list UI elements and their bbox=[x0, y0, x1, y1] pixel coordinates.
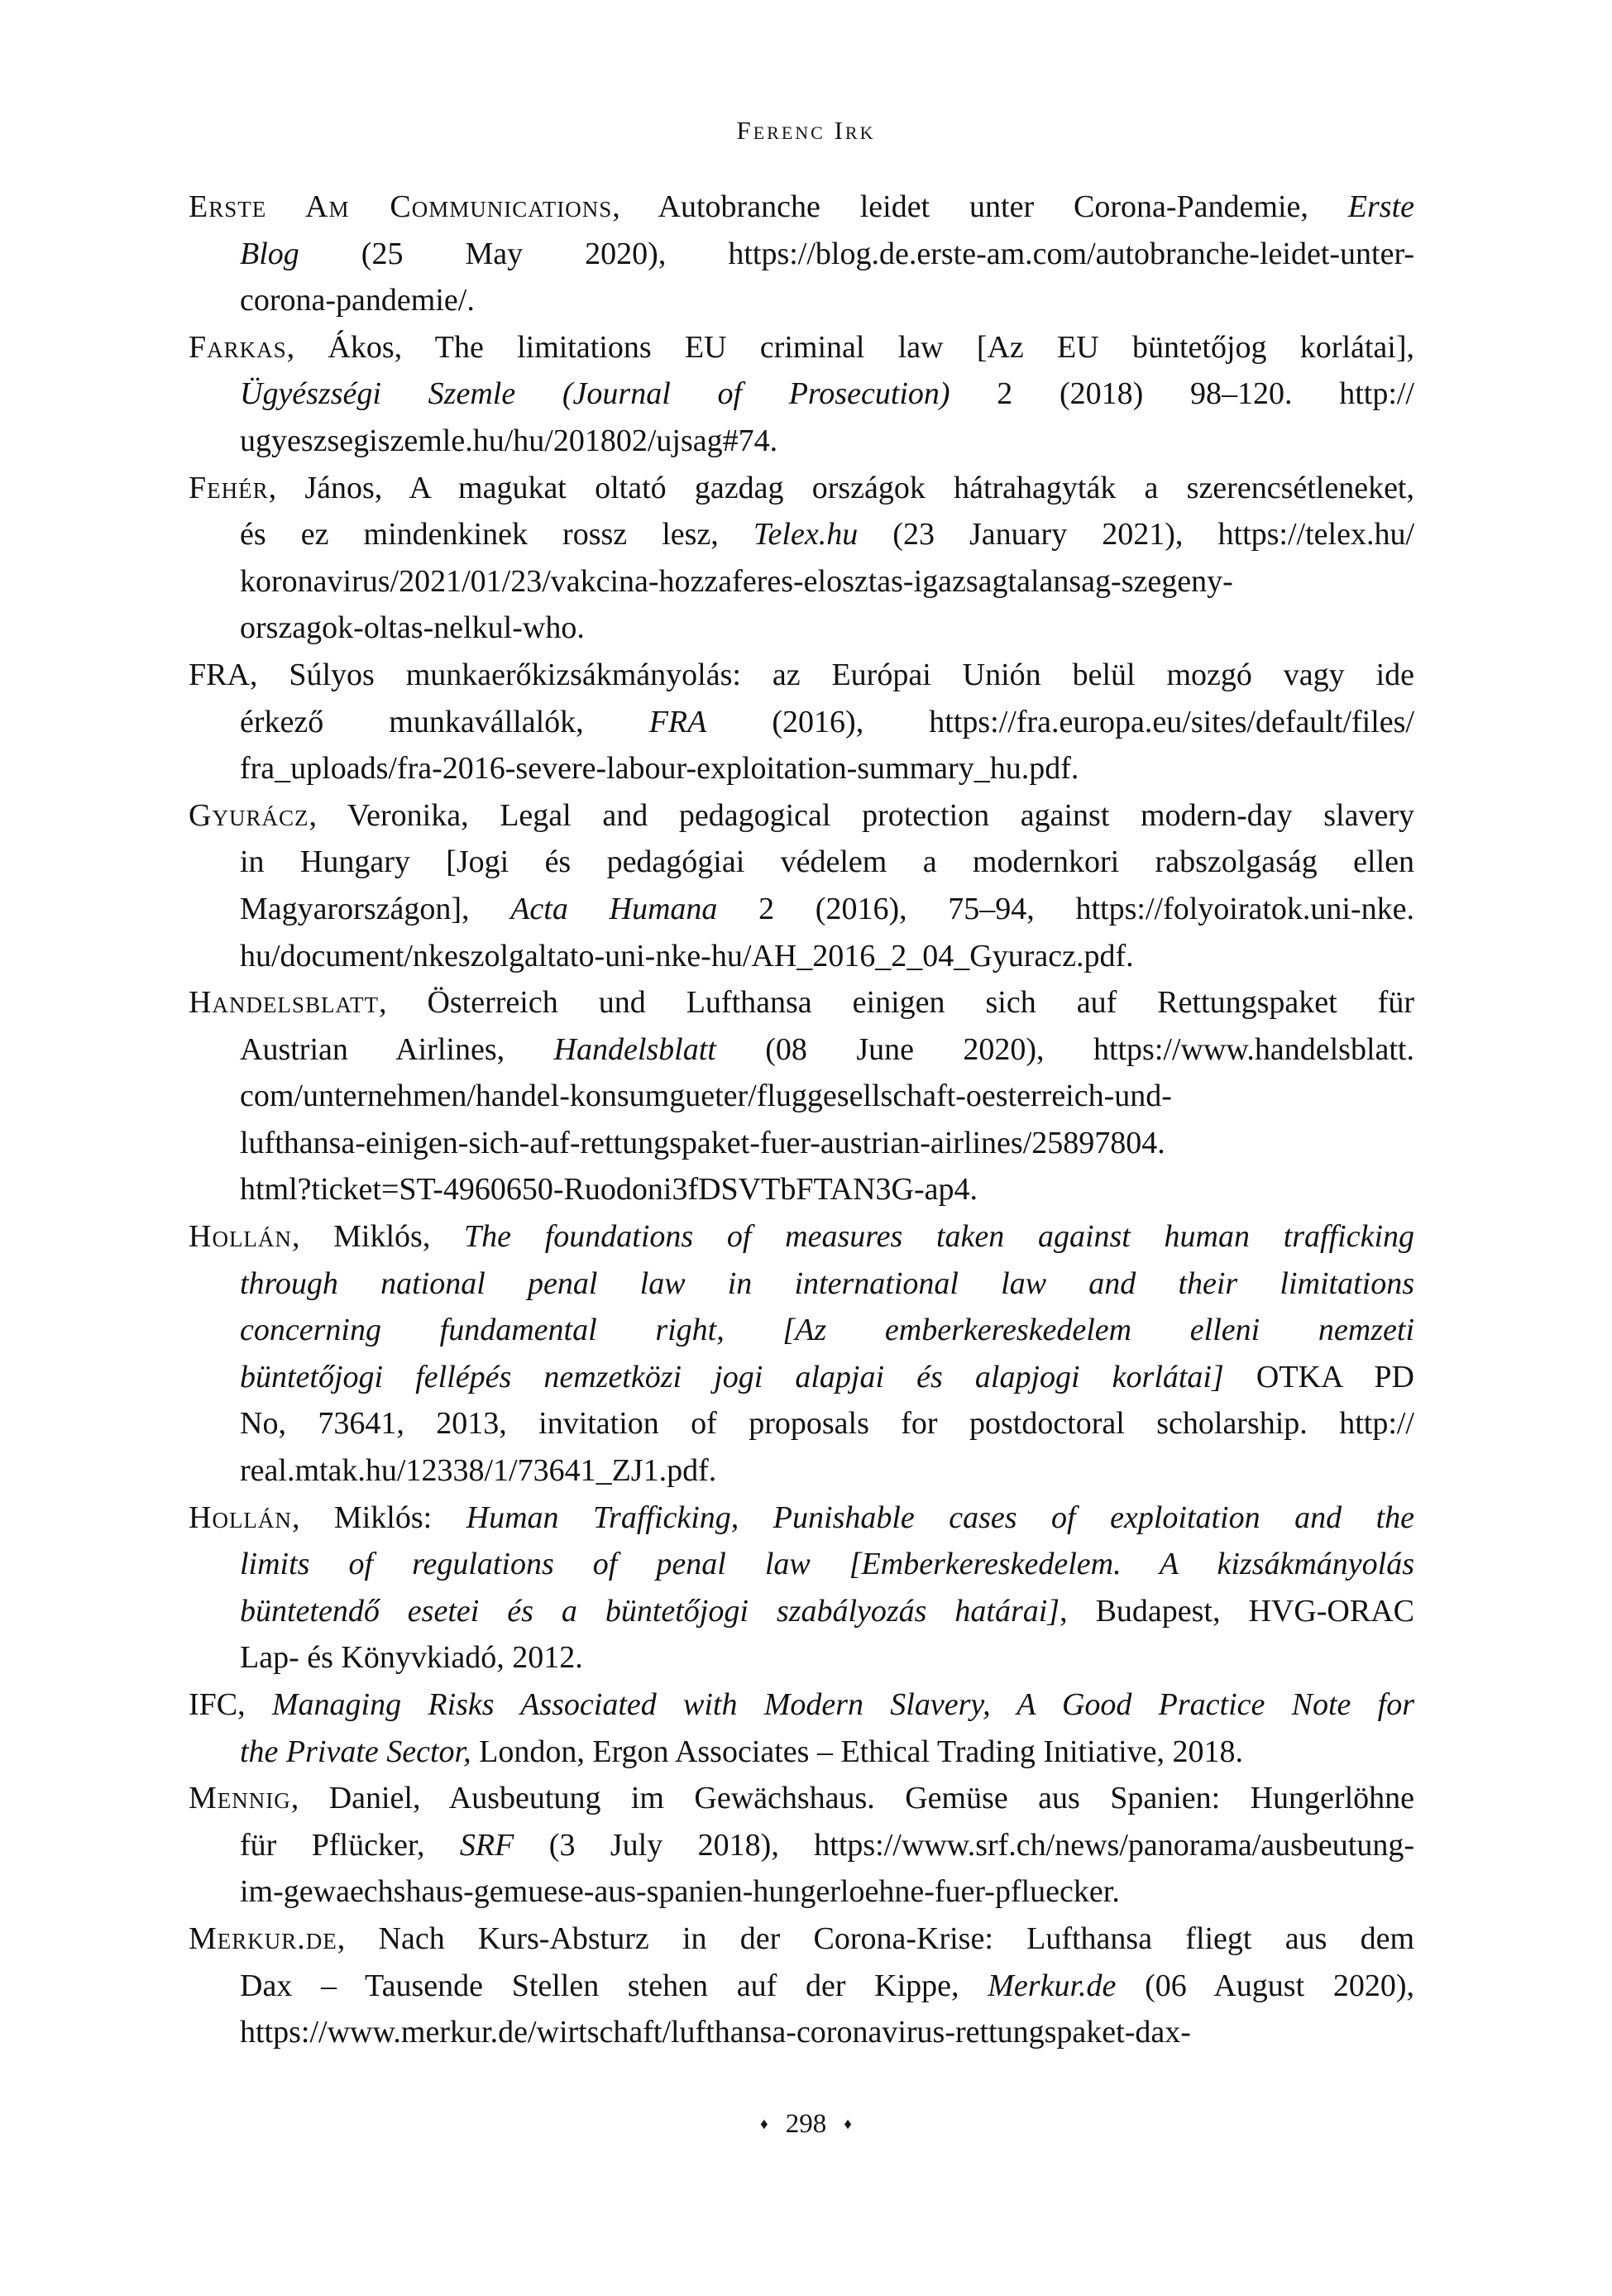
text-segment: html?ticket=ST-4960650-Ruodoni3fDSVTbFTAN3G-ap4. bbox=[240, 1172, 978, 1208]
work-title-italic: Ügyészségi Szemle (Journal of Prosecution) bbox=[240, 376, 950, 412]
bibliography-entry bbox=[189, 979, 1414, 1213]
text-segment: , Miklós: bbox=[291, 1500, 466, 1535]
text-segment: és ez mindenkinek rossz lesz, bbox=[240, 517, 753, 552]
entry-line bbox=[189, 1213, 1414, 1260]
entry-line bbox=[189, 1307, 1414, 1354]
text-segment: Lap- és Könyvkiadó, 2012. bbox=[240, 1640, 583, 1676]
entry-line bbox=[189, 1822, 1414, 1869]
text-segment: Magyarországon], bbox=[240, 891, 511, 926]
text-segment: ugyeszsegiszemle.hu/hu/201802/ujsag#74. bbox=[240, 423, 778, 458]
text-segment: , Miklós, bbox=[291, 1219, 465, 1255]
entry-line bbox=[189, 1447, 1414, 1495]
entry-line bbox=[189, 1120, 1414, 1167]
work-title-italic: FRA bbox=[648, 704, 707, 739]
entry-line bbox=[189, 1916, 1414, 1963]
text-segment: FRA, Súlyos munkaerőkizsákmányolás: az Európai Unión belül mozgó vagy ide bbox=[189, 657, 1414, 692]
entry-line bbox=[189, 465, 1414, 512]
bibliography-entry bbox=[189, 1916, 1414, 2056]
text-segment: , Budapest, HVG-ORAC bbox=[1060, 1593, 1415, 1629]
entry-line bbox=[189, 184, 1414, 231]
work-title-italic: Managing Risks Associated with Modern Slavery, A Good Practice Note for bbox=[271, 1687, 1414, 1722]
text-segment: Austrian Airlines, bbox=[240, 1031, 554, 1067]
work-title-italic: Handelsblatt bbox=[553, 1031, 716, 1067]
text-segment: koronavirus/2021/01/23/vakcina-hozzaferes-elosztas-igazsagtalansag-szegeny- bbox=[240, 563, 1233, 599]
work-title-italic: Blog bbox=[240, 236, 299, 271]
entry-line bbox=[189, 1354, 1414, 1401]
entry-line bbox=[189, 558, 1414, 605]
entry-line bbox=[189, 1634, 1414, 1681]
text-segment: No, 73641, 2013, invitation of proposals for postdoctoral scholarship. http:// bbox=[240, 1406, 1414, 1442]
text-segment: (08 June 2020), https://www.handelsblatt. bbox=[715, 1031, 1414, 1067]
work-title-italic: büntetőjogi fellépés nemzetközi jogi alapjai és alapjogi korlátai] bbox=[240, 1359, 1224, 1394]
entry-line bbox=[189, 605, 1414, 652]
entry-line bbox=[189, 839, 1414, 886]
entry-line bbox=[189, 1963, 1414, 2010]
bibliography-entry bbox=[189, 465, 1414, 652]
entry-line bbox=[189, 886, 1414, 933]
entry-line bbox=[189, 2009, 1414, 2056]
entry-line bbox=[189, 1166, 1414, 1213]
text-segment: com/unternehmen/handel-konsumgueter/fluggesellschaft-oesterreich-und- bbox=[240, 1079, 1172, 1114]
entry-line bbox=[189, 979, 1414, 1026]
entry-line bbox=[189, 699, 1414, 746]
text-segment: , János, A magukat oltató gazdag országok hátrahagyták a szerencsétleneket, bbox=[268, 470, 1414, 505]
text-segment: (2016), https://fra.europa.eu/sites/default/files/ bbox=[706, 704, 1414, 739]
author-name: Gyurácz bbox=[189, 797, 309, 833]
text-segment: 2 (2016), 75–94, https://folyoiratok.uni-nke. bbox=[717, 891, 1414, 926]
text-segment: (25 May 2020), https://blog.de.erste-am.com/autobranche-leidet-unter- bbox=[299, 236, 1414, 271]
author-name: Handelsblatt bbox=[189, 985, 379, 1021]
page-number: 298 bbox=[785, 2109, 827, 2139]
text-segment: , Daniel, Ausbeutung im Gewächshaus. Gemüse aus Spanien: Hungerlöhne bbox=[290, 1781, 1414, 1816]
entry-line bbox=[189, 231, 1414, 278]
bibliography-entry bbox=[189, 1681, 1414, 1775]
entry-line bbox=[189, 324, 1414, 371]
work-title-italic: büntetendő esetei és a büntetőjogi szabályozás határai] bbox=[240, 1593, 1060, 1629]
entry-line bbox=[189, 652, 1414, 699]
entry-line bbox=[189, 792, 1414, 839]
work-title-italic: The foundations of measures taken against human trafficking bbox=[464, 1219, 1414, 1255]
text-segment: für Pflücker, bbox=[240, 1827, 460, 1863]
work-title-italic: Erste bbox=[1347, 189, 1414, 224]
footer-ornament-right-icon: ♦ bbox=[844, 2116, 852, 2133]
text-segment: (23 January 2021), https://telex.hu/ bbox=[858, 517, 1415, 552]
text-segment: 2 (2018) 98–120. http:// bbox=[950, 376, 1414, 412]
author-name: Erste Am Communications bbox=[189, 189, 613, 224]
work-title-italic: Acta Humana bbox=[510, 891, 718, 926]
author-name: Mennig bbox=[189, 1781, 291, 1816]
bibliography-entry bbox=[189, 1213, 1414, 1495]
entry-line bbox=[189, 418, 1414, 465]
author-name: Merkur.de bbox=[189, 1921, 337, 1956]
text-segment: hu/document/nkeszolgaltato-uni-nke-hu/AH_2016_2_04_Gyuracz.pdf. bbox=[240, 938, 1134, 973]
text-segment: orszagok-oltas-nelkul-who. bbox=[240, 610, 585, 646]
text-segment: , Veronika, Legal and pedagogical protection against modern-day slavery bbox=[309, 797, 1414, 833]
text-segment: , Ákos, The limitations EU criminal law [Az EU büntetőjog korlátai], bbox=[286, 329, 1414, 365]
entry-line bbox=[189, 511, 1414, 558]
bibliography-entry bbox=[189, 184, 1414, 324]
text-segment: Dax – Tausende Stellen stehen auf der Kippe, bbox=[240, 1968, 988, 2003]
text-segment: , Österreich und Lufthansa einigen sich auf Rettungspaket für bbox=[378, 985, 1414, 1021]
work-title-italic: limits of regulations of penal law [Emberkereskedelem. A kizsákmányolás bbox=[240, 1547, 1414, 1582]
footer-ornament-left-icon: ♦ bbox=[760, 2116, 768, 2133]
text-segment: érkező munkavállalók, bbox=[240, 704, 649, 739]
entry-line bbox=[189, 1681, 1414, 1729]
author-name: Fehér bbox=[189, 470, 269, 505]
text-segment: real.mtak.hu/12338/1/73641_ZJ1.pdf. bbox=[240, 1453, 717, 1489]
entry-line bbox=[189, 1588, 1414, 1635]
author-name: Farkas bbox=[189, 329, 287, 365]
entry-line bbox=[189, 371, 1414, 418]
entry-line bbox=[189, 1400, 1414, 1447]
entry-line bbox=[189, 1073, 1414, 1120]
author-name: Hollán bbox=[189, 1219, 292, 1255]
work-title-italic: concerning fundamental right, [Az emberkereskedelem elleni nemzeti bbox=[240, 1313, 1414, 1348]
entry-line bbox=[189, 1868, 1414, 1916]
entry-line bbox=[189, 1729, 1414, 1776]
bibliography-entry bbox=[189, 1775, 1414, 1916]
running-header-author: Ferenc Irk bbox=[736, 116, 876, 145]
bibliography-entry bbox=[189, 1495, 1414, 1681]
entry-line bbox=[189, 1541, 1414, 1588]
entry-line bbox=[189, 277, 1414, 324]
bibliography-entry bbox=[189, 324, 1414, 465]
work-title-italic: Telex.hu bbox=[753, 517, 859, 552]
text-segment: London, Ergon Associates – Ethical Trading Initiative, 2018. bbox=[471, 1734, 1244, 1769]
bibliography-entry bbox=[189, 652, 1414, 792]
text-segment: https://www.merkur.de/wirtschaft/lufthansa-coronavirus-rettungspaket-dax- bbox=[240, 2015, 1191, 2050]
work-title-italic: Human Trafficking, Punishable cases of exploitation and the bbox=[466, 1500, 1414, 1535]
text-segment: , Nach Kurs-Absturz in der Corona-Krise: Lufthansa fliegt aus dem bbox=[337, 1921, 1414, 1956]
work-title-italic: the Private Sector, bbox=[240, 1734, 471, 1769]
text-segment: IFC, bbox=[189, 1687, 272, 1722]
entry-line bbox=[189, 1260, 1414, 1308]
text-segment: fra_uploads/fra-2016-severe-labour-exploitation-summary_hu.pdf. bbox=[240, 751, 1079, 787]
entry-line bbox=[189, 1026, 1414, 1074]
bibliography bbox=[189, 184, 1414, 2056]
text-segment: (3 July 2018), https://www.srf.ch/news/panorama/ausbeutung- bbox=[514, 1827, 1414, 1863]
entry-line bbox=[189, 933, 1414, 980]
work-title-italic: SRF bbox=[459, 1827, 514, 1863]
text-segment: in Hungary [Jogi és pedagógiai védelem a modernkori rabszolgaság ellen bbox=[240, 844, 1414, 880]
bibliography-entry bbox=[189, 792, 1414, 979]
text-segment: OTKA PD bbox=[1223, 1359, 1414, 1394]
text-segment: , Autobranche leidet unter Corona-Pandemie, bbox=[612, 189, 1348, 224]
work-title-italic: Merkur.de bbox=[988, 1968, 1117, 2003]
author-name: Hollán bbox=[189, 1500, 292, 1535]
text-segment: im-gewaechshaus-gemuese-aus-spanien-hungerloehne-fuer-pfluecker. bbox=[240, 1874, 1120, 1910]
entry-line bbox=[189, 745, 1414, 792]
entry-line bbox=[189, 1775, 1414, 1822]
page-footer bbox=[0, 2109, 1612, 2140]
text-segment: corona-pandemie/. bbox=[240, 283, 475, 318]
text-segment: (06 August 2020), bbox=[1116, 1968, 1415, 2003]
work-title-italic: through national penal law in international law and their limitations bbox=[240, 1265, 1414, 1301]
entry-line bbox=[189, 1495, 1414, 1542]
text-segment: lufthansa-einigen-sich-auf-rettungspaket-fuer-austrian-airlines/25897804. bbox=[240, 1125, 1165, 1160]
